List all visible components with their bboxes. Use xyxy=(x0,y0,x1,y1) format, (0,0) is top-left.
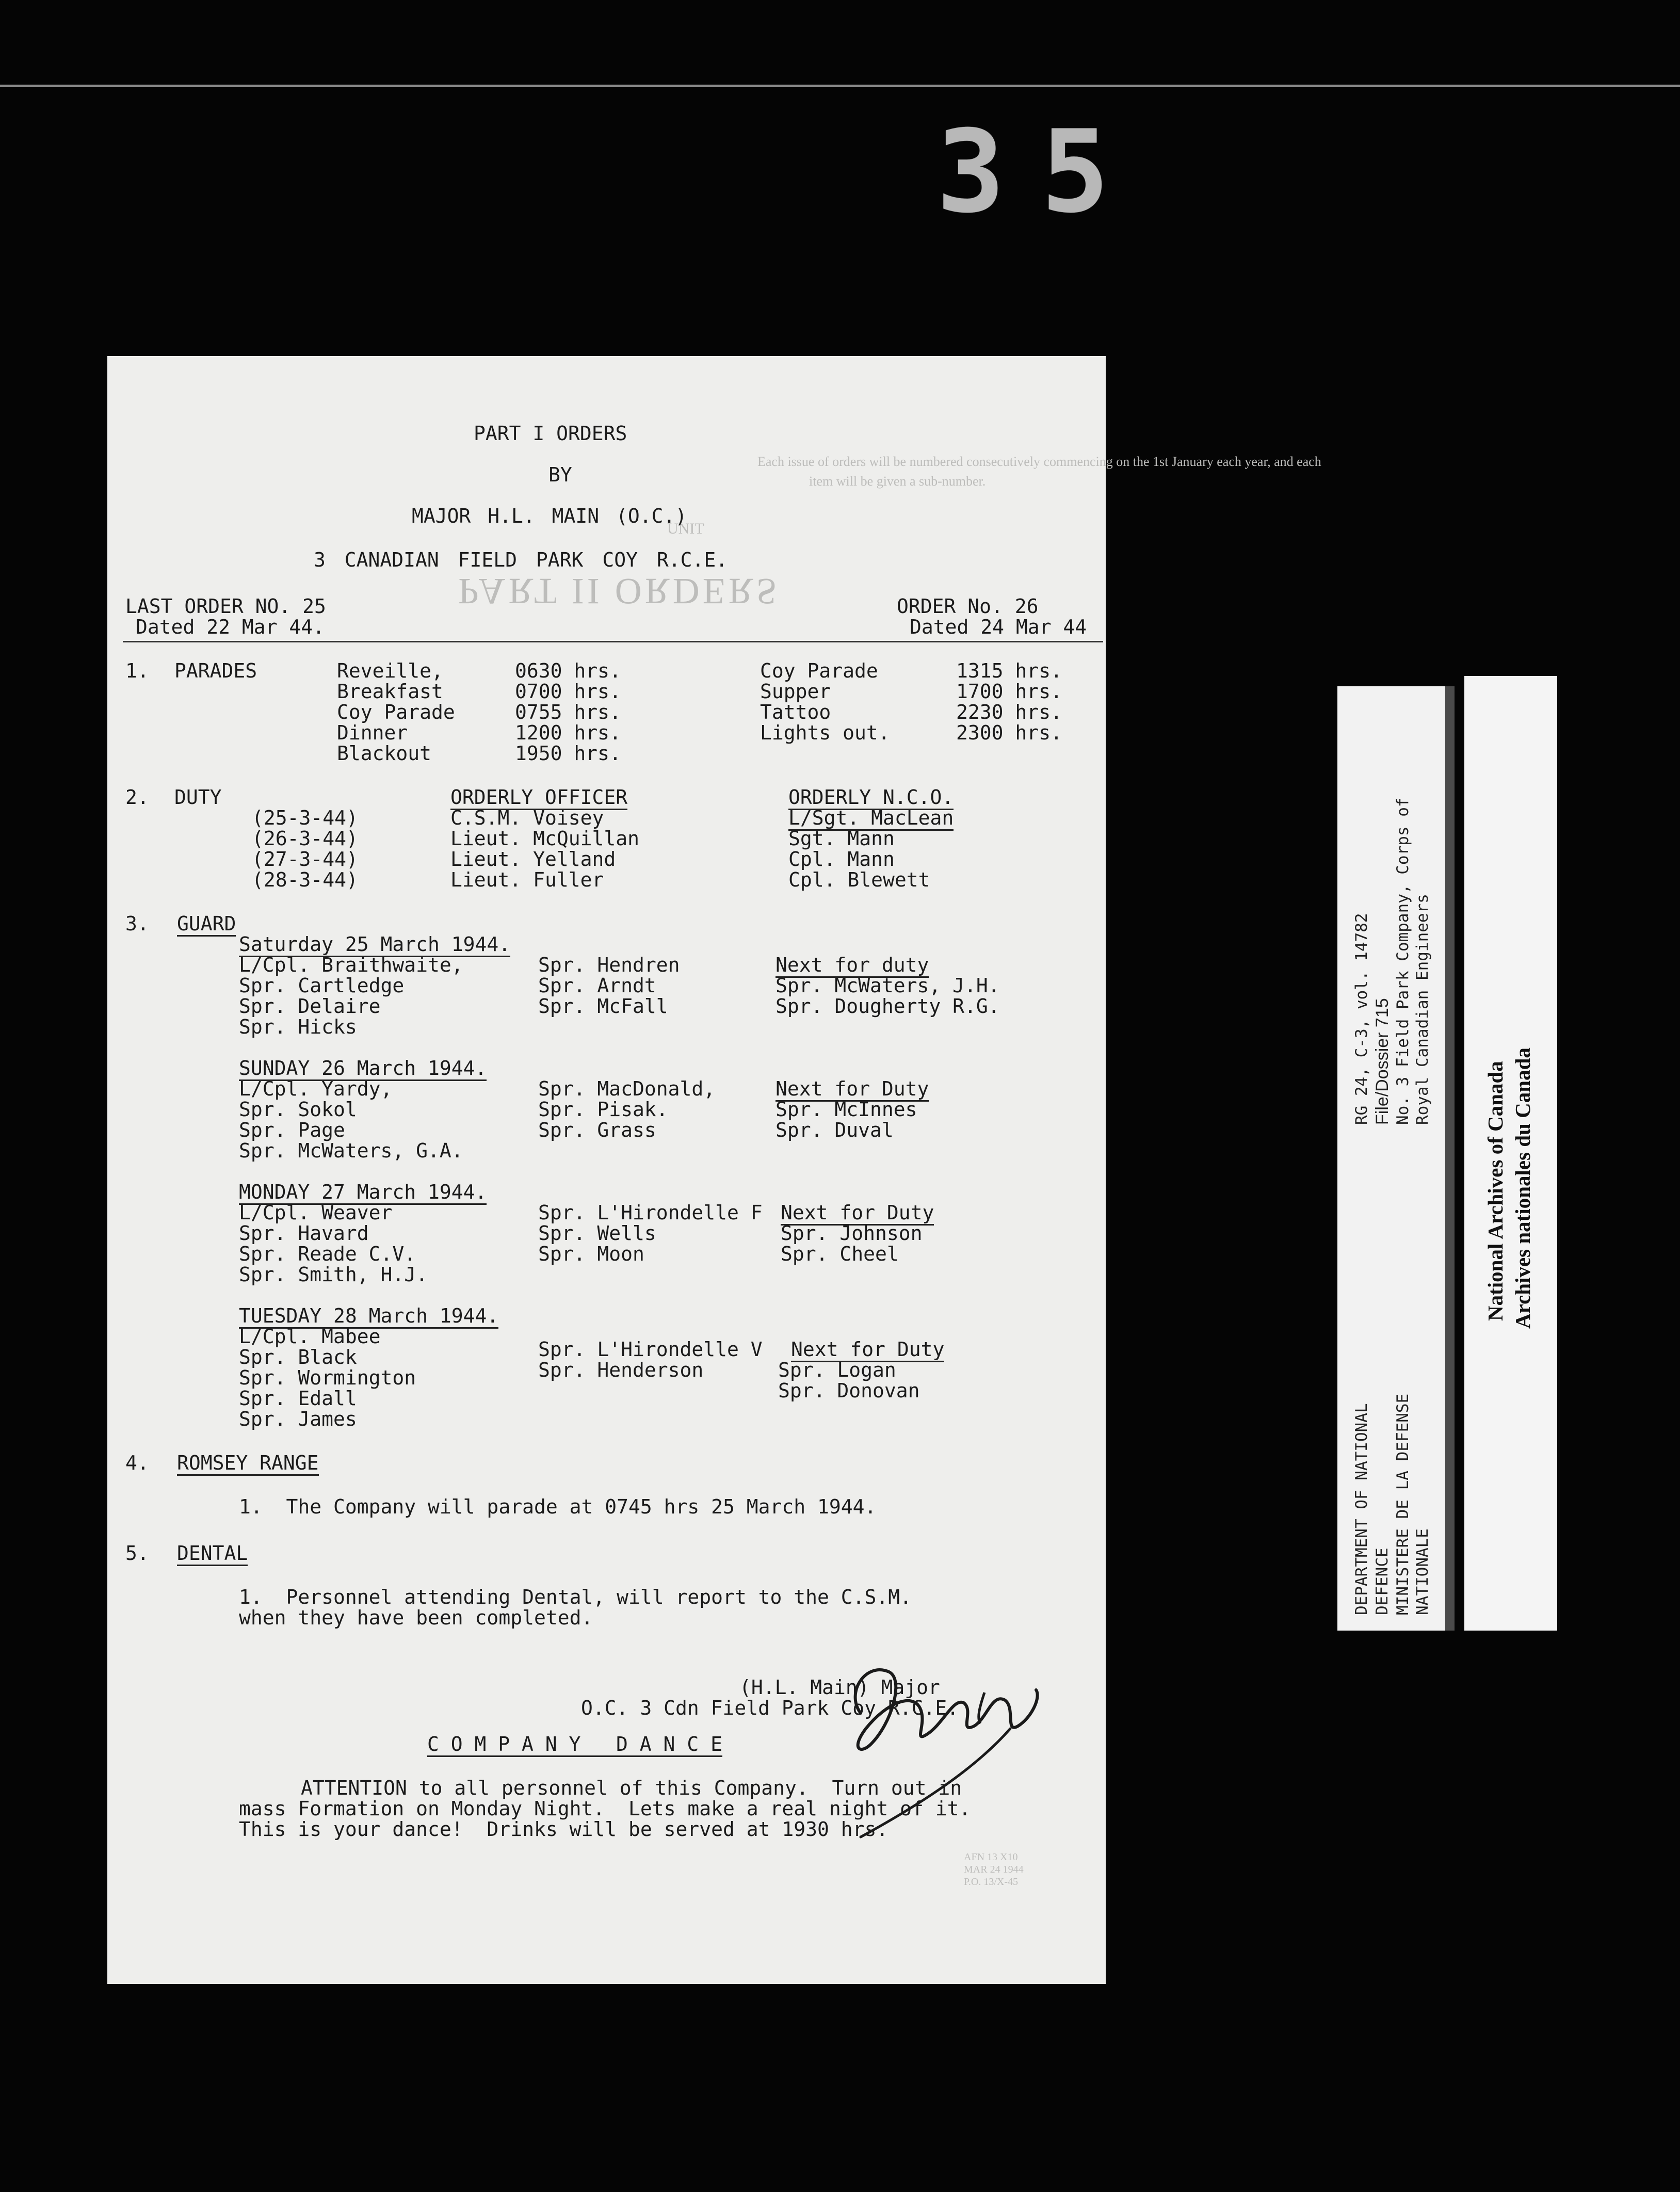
duty-officer: Lieut. McQuillan xyxy=(450,827,640,850)
next-for-duty-label: Next for Duty xyxy=(781,1201,934,1226)
next-for-duty-member: Spr. Duval xyxy=(776,1119,894,1141)
order-no: ORDER No. 26 xyxy=(897,595,1039,618)
form-unit-label: UNIT xyxy=(667,520,704,537)
guard-member: Spr. Arndt xyxy=(538,974,656,997)
guard-member: L/Cpl. Mabee xyxy=(239,1325,381,1348)
parade-item: Coy Parade xyxy=(337,701,455,723)
guard-member: Spr. McFall xyxy=(538,995,668,1018)
duty-date: (25-3-44) xyxy=(252,807,358,829)
guard-day-heading: SUNDAY 26 March 1944. xyxy=(239,1057,487,1081)
guard-member: L/Cpl. Yardy, xyxy=(239,1077,393,1100)
next-for-duty-label: Next for duty xyxy=(776,954,929,978)
next-for-duty-member: Spr. McInnes xyxy=(776,1098,917,1121)
guard-member: Spr. Grass xyxy=(538,1119,656,1141)
orders-document xyxy=(107,356,1321,1984)
orderly-officer-heading: ORDERLY OFFICER xyxy=(450,786,627,810)
department-line: MINISTERE DE LA DEFENSE xyxy=(1394,1393,1412,1615)
guard-member: Spr. Reade C.V. xyxy=(239,1243,416,1265)
film-frame-line xyxy=(0,85,1680,87)
guard-member: Spr. Smith, H.J. xyxy=(239,1263,428,1286)
section-5-text: 1. Personnel attending Dental, will report to the C.S.M. xyxy=(239,1586,912,1608)
section-5-number: 5. xyxy=(125,1542,149,1565)
archive-name-fr: Archives nationales du Canada xyxy=(1511,1047,1534,1329)
guard-member: L/Cpl. Braithwaite, xyxy=(239,954,463,976)
parade-item: Blackout xyxy=(337,742,432,765)
parade-time: 0700 hrs. xyxy=(515,680,621,703)
form-heading: PART II ORDERS xyxy=(458,571,780,612)
guard-member: Spr. Wells xyxy=(538,1222,656,1245)
header-by: BY xyxy=(548,463,572,486)
guard-member: Spr. Hendren xyxy=(538,954,680,976)
duty-officer: C.S.M. Voisey xyxy=(450,807,604,829)
last-order-date: Dated 22 Mar 44. xyxy=(136,616,325,638)
parade-item: Supper xyxy=(760,680,831,703)
form-stamp-3: P.O. 13/X-45 xyxy=(964,1876,1019,1888)
guard-day-heading: Saturday 25 March 1944. xyxy=(239,933,510,957)
duty-officer: Lieut. Yelland xyxy=(450,848,616,871)
duty-date: (26-3-44) xyxy=(252,827,358,850)
guard-member: Spr. Cartledge xyxy=(239,974,405,997)
frame-number: 35 xyxy=(936,106,1145,238)
signature-name: (H.L. Main) Major xyxy=(739,1676,940,1699)
section-4-text: 1. The Company will parade at 0745 hrs 25 March 1944. xyxy=(239,1495,877,1518)
guard-member: Spr. McWaters, G.A. xyxy=(239,1139,463,1162)
section-3-number: 3. xyxy=(125,912,149,935)
guard-day-heading: MONDAY 27 March 1944. xyxy=(239,1181,487,1205)
parade-item: Lights out. xyxy=(760,721,890,744)
header-rule xyxy=(123,641,1103,642)
parade-time: 0755 hrs. xyxy=(515,701,621,723)
guard-member: Spr. Edall xyxy=(239,1387,357,1410)
next-for-duty-member: Spr. McWaters, J.H. xyxy=(776,974,1000,997)
duty-nco: L/Sgt. MacLean xyxy=(788,807,954,831)
header-unit: 3 CANADIAN FIELD PARK COY R.C.E. xyxy=(314,549,728,571)
form-stamp-1: AFN 13 X10 xyxy=(964,1851,1018,1863)
department-line: DEFENCE xyxy=(1373,1548,1392,1615)
parade-time: 1200 hrs. xyxy=(515,721,621,744)
dance-text: mass Formation on Monday Night. Lets make a real night of it. xyxy=(239,1797,971,1820)
form-instructions-1: Each issue of orders will be numbered consecutively commencing on the 1st January each year, and each xyxy=(757,454,1321,469)
duty-nco: Cpl. Mann xyxy=(788,848,895,871)
orderly-nco-heading: ORDERLY N.C.O. xyxy=(788,786,954,810)
next-for-duty-label: Next for Duty xyxy=(776,1077,929,1102)
duty-nco: Sgt. Mann xyxy=(788,827,895,850)
guard-member: Spr. Page xyxy=(239,1119,345,1141)
section-4-number: 4. xyxy=(125,1452,149,1474)
dance-text: ATTENTION to all personnel of this Company. Turn out in xyxy=(301,1777,962,1799)
section-2-number: 2. xyxy=(125,786,149,809)
duty-nco: Cpl. Blewett xyxy=(788,868,930,891)
parade-time: 0630 hrs. xyxy=(515,659,621,682)
next-for-duty-member: Spr. Donovan xyxy=(778,1379,920,1402)
guard-member: Spr. Sokol xyxy=(239,1098,357,1121)
section-1-title: PARADES xyxy=(174,659,257,682)
section-5-title: DENTAL xyxy=(177,1542,248,1566)
label-edge xyxy=(1445,686,1455,1631)
form-stamp-2: MAR 24 1944 xyxy=(964,1864,1024,1875)
signature-title: O.C. 3 Cdn Field Park Coy R.C.E. xyxy=(581,1697,959,1719)
guard-day-heading: TUESDAY 28 March 1944. xyxy=(239,1304,498,1329)
parade-time: 1950 hrs. xyxy=(515,742,621,765)
header-officer: MAJOR H.L. MAIN (O.C.) xyxy=(412,505,687,527)
guard-member: Spr. Henderson xyxy=(538,1359,704,1381)
parade-item: Tattoo xyxy=(760,701,831,723)
department-line: NATIONALE xyxy=(1413,1528,1432,1615)
archive-name-en: National Archives of Canada xyxy=(1483,1061,1507,1321)
duty-date: (28-3-44) xyxy=(252,868,358,891)
archive-ref-line: File/Dossier 715 xyxy=(1372,998,1392,1125)
guard-member: Spr. L'Hirondelle F xyxy=(538,1201,763,1224)
parade-item: Dinner xyxy=(337,721,408,744)
dance-heading: C O M P A N Y D A N C E xyxy=(427,1733,722,1757)
guard-member: Spr. Pisak. xyxy=(538,1098,668,1121)
form-instructions-2: item will be given a sub-number. xyxy=(809,474,986,489)
section-5-text: when they have been completed. xyxy=(239,1606,593,1629)
parade-time: 2230 hrs. xyxy=(956,701,1062,723)
parade-item: Coy Parade xyxy=(760,659,878,682)
archive-ref-line: Royal Canadian Engineers xyxy=(1413,894,1432,1125)
section-2-title: DUTY xyxy=(174,786,222,809)
order-date: Dated 24 Mar 44 xyxy=(910,616,1087,638)
parade-item: Reveille, xyxy=(337,659,443,682)
guard-member: Spr. L'Hirondelle V xyxy=(538,1338,763,1361)
parade-item: Breakfast xyxy=(337,680,443,703)
section-3-title: GUARD xyxy=(177,912,236,937)
archive-brand-label xyxy=(1464,676,1557,1631)
department-line: DEPARTMENT OF NATIONAL xyxy=(1352,1403,1371,1615)
guard-member: Spr. Havard xyxy=(239,1222,369,1245)
next-for-duty-label: Next for Duty xyxy=(791,1338,944,1362)
guard-member: Spr. James xyxy=(239,1408,357,1430)
guard-member: L/Cpl. Weaver xyxy=(239,1201,393,1224)
section-4-title: ROMSEY RANGE xyxy=(177,1452,319,1476)
guard-member: Spr. Black xyxy=(239,1346,357,1368)
parade-time: 2300 hrs. xyxy=(956,721,1062,744)
duty-date: (27-3-44) xyxy=(252,848,358,871)
archive-ref-line: RG 24, C-3, vol. 14782 xyxy=(1352,913,1371,1125)
next-for-duty-member: Spr. Cheel xyxy=(781,1243,899,1265)
next-for-duty-member: Spr. Johnson xyxy=(781,1222,923,1245)
next-for-duty-member: Spr. Logan xyxy=(778,1359,896,1381)
guard-member: Spr. Hicks xyxy=(239,1016,357,1038)
guard-member: Spr. Wormington xyxy=(239,1366,416,1389)
parade-time: 1700 hrs. xyxy=(956,680,1062,703)
duty-officer: Lieut. Fuller xyxy=(450,868,604,891)
guard-member: Spr. Delaire xyxy=(239,995,381,1018)
guard-member: Spr. Moon xyxy=(538,1243,644,1265)
next-for-duty-member: Spr. Dougherty R.G. xyxy=(776,995,1000,1018)
section-1-number: 1. xyxy=(125,659,149,682)
archive-ref-line: No. 3 Field Park Company, Corps of xyxy=(1394,797,1412,1125)
last-order-no: LAST ORDER NO. 25 xyxy=(125,595,326,618)
archive-reference-label xyxy=(1337,686,1455,1631)
page-title: PART I ORDERS xyxy=(474,422,627,445)
dance-text: This is your dance! Drinks will be served at 1930 hrs. xyxy=(239,1818,889,1841)
guard-member: Spr. MacDonald, xyxy=(538,1077,716,1100)
parade-time: 1315 hrs. xyxy=(956,659,1062,682)
